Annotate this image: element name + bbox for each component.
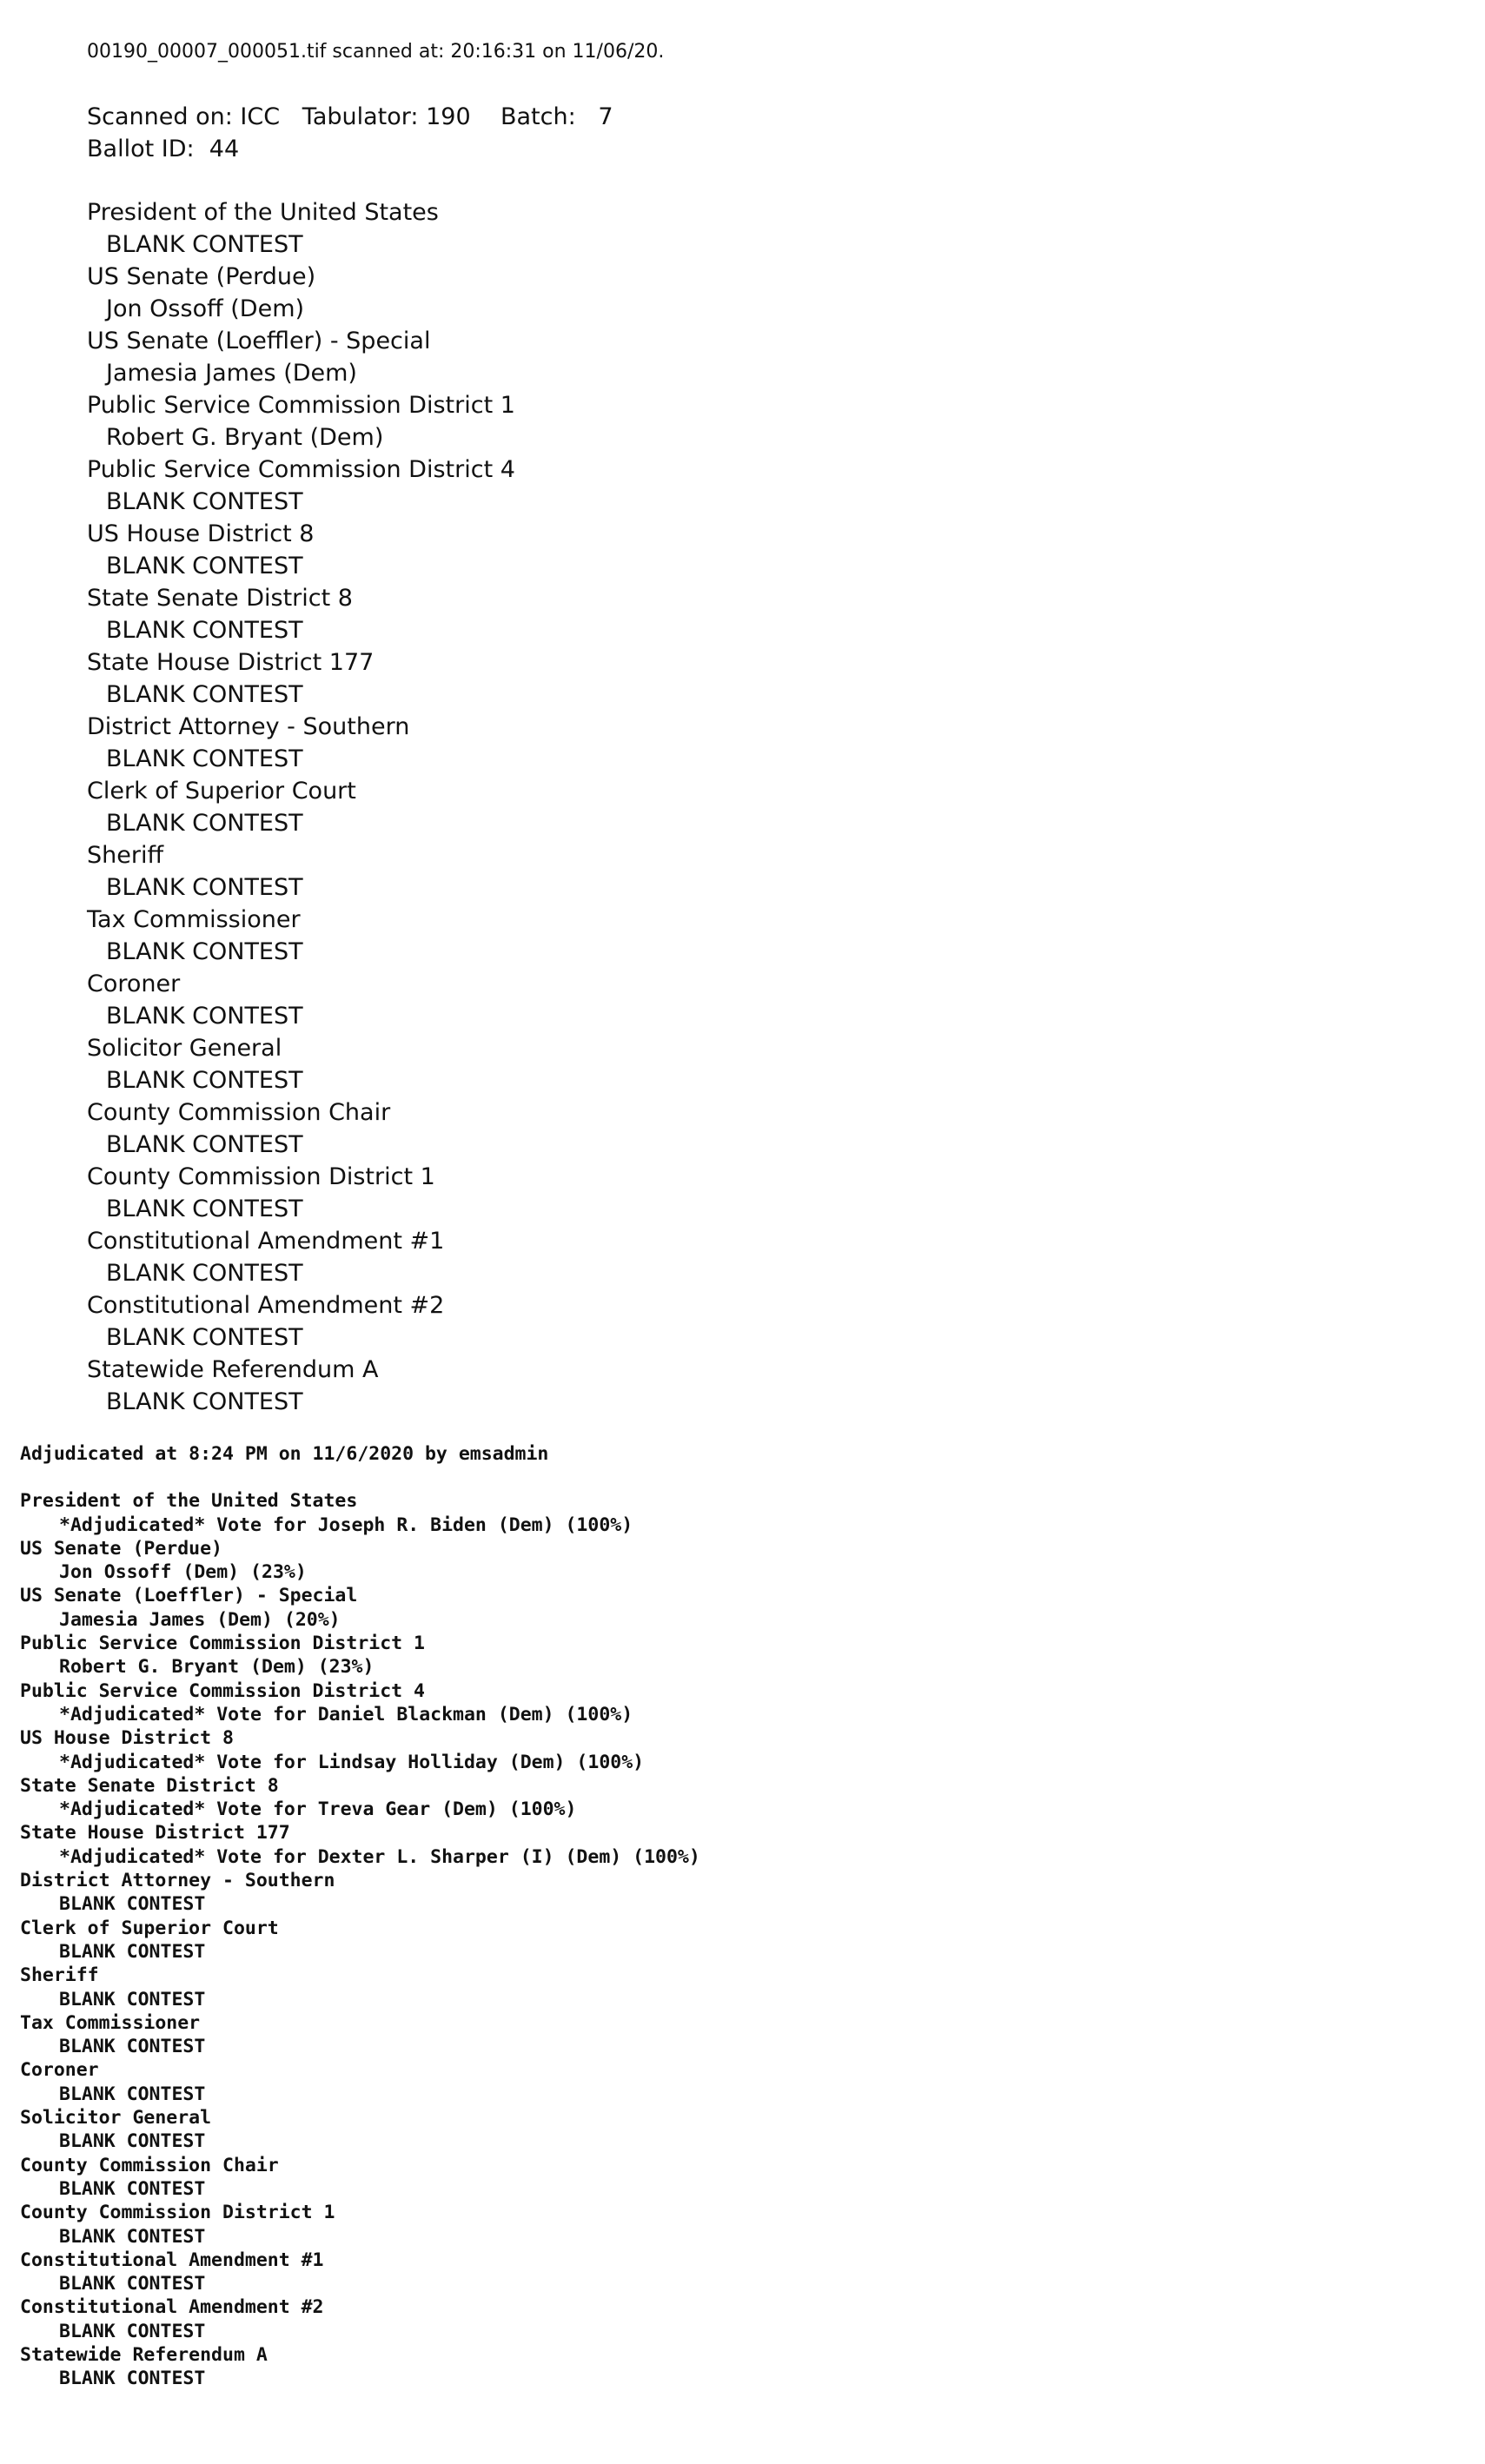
contest-title: Tax Commissioner <box>87 906 301 933</box>
contest-title: President of the United States <box>20 1490 358 1513</box>
contest-title: US Senate (Perdue) <box>20 1537 222 1560</box>
contest-title: US House District 8 <box>20 1727 234 1750</box>
contest-choice: BLANK CONTEST <box>106 1388 303 1415</box>
contest-title: US Senate (Loeffler) - Special <box>20 1585 358 1607</box>
contest-choice: BLANK CONTEST <box>59 2368 206 2390</box>
contest-title: Constitutional Amendment #2 <box>87 1292 445 1319</box>
contest-choice: BLANK CONTEST <box>106 488 303 515</box>
contest-choice: BLANK CONTEST <box>59 2320 206 2342</box>
contest-title: District Attorney - Southern <box>87 713 410 740</box>
adjudication-report <box>20 1442 1410 2391</box>
contest-choice: Jamesia James (Dem) <box>106 360 357 387</box>
contest-title: Public Service Commission District 4 <box>20 1679 425 1702</box>
contest-choice: BLANK CONTEST <box>106 1131 303 1158</box>
contest-choice: BLANK CONTEST <box>59 1893 206 1916</box>
contest-choice: BLANK CONTEST <box>106 553 303 580</box>
contest-title: State House District 177 <box>20 1822 290 1845</box>
contest-title: Statewide Referendum A <box>20 2343 268 2366</box>
contest-title: US Senate (Loeffler) - Special <box>87 328 431 354</box>
contest-choice: BLANK CONTEST <box>106 1324 303 1351</box>
contest-choice: BLANK CONTEST <box>106 1067 303 1094</box>
contest-title: US House District 8 <box>87 520 315 547</box>
contest-title: County Commission District 1 <box>87 1163 435 1190</box>
contest-choice: BLANK CONTEST <box>59 2177 206 2200</box>
contest-title: County Commission District 1 <box>20 2202 335 2224</box>
contest-title: State Senate District 8 <box>87 585 353 612</box>
contest-choice: Jon Ossoff (Dem) (23%) <box>59 1561 307 1584</box>
contest-title: Coroner <box>20 2059 99 2082</box>
ballot-meta <box>87 101 1217 165</box>
contest-title: Clerk of Superior Court <box>87 778 356 805</box>
contest-choice: Jon Ossoff (Dem) <box>106 295 305 322</box>
contest-title: State Senate District 8 <box>20 1774 279 1797</box>
contest-title: County Commission Chair <box>20 2154 279 2176</box>
contest-title: Sheriff <box>20 1964 99 1987</box>
contest-choice: BLANK CONTEST <box>106 745 303 772</box>
contest-title: Solicitor General <box>87 1035 282 1062</box>
contest-choice: BLANK CONTEST <box>106 1003 303 1030</box>
contest-title: State House District 177 <box>87 649 375 676</box>
contest-choice: BLANK CONTEST <box>59 2083 206 2105</box>
contest-title: Coroner <box>87 970 181 997</box>
contest-title: Clerk of Superior Court <box>20 1917 279 1939</box>
contest-choice: BLANK CONTEST <box>59 2225 206 2248</box>
contest-title: US Senate (Perdue) <box>87 263 316 290</box>
contest-choice: BLANK CONTEST <box>59 2036 206 2058</box>
contest-title: Public Service Commission District 1 <box>20 1633 425 1655</box>
contest-choice: *Adjudicated* Vote for Joseph R. Biden (Dem) (100%) <box>59 1514 633 1536</box>
contest-title: Constitutional Amendment #2 <box>20 2296 324 2319</box>
contest-choice: *Adjudicated* Vote for Lindsay Holliday (Dem) (100%) <box>59 1751 645 1773</box>
contest-choice: BLANK CONTEST <box>59 1988 206 2010</box>
contest-choice: BLANK CONTEST <box>106 874 303 901</box>
contest-choice: Robert G. Bryant (Dem) (23%) <box>59 1656 375 1679</box>
contest-title: Statewide Referendum A <box>87 1356 379 1383</box>
contest-choice: *Adjudicated* Vote for Daniel Blackman (Dem) (100%) <box>59 1703 633 1725</box>
contest-choice: BLANK CONTEST <box>106 231 303 258</box>
contest-title: Public Service Commission District 4 <box>87 456 515 483</box>
contest-choice: BLANK CONTEST <box>106 938 303 965</box>
contest-choice: Jamesia James (Dem) (20%) <box>59 1608 341 1631</box>
contest-choice: *Adjudicated* Vote for Dexter L. Sharper (I) (Dem) (100%) <box>59 1845 700 1868</box>
ballot-id-line: Ballot ID: 44 <box>87 136 240 162</box>
contest-choice: BLANK CONTEST <box>106 1196 303 1222</box>
contest-choice: Robert G. Bryant (Dem) <box>106 424 384 451</box>
contest-title: Public Service Commission District 1 <box>87 392 515 419</box>
contest-choice: *Adjudicated* Vote for Treva Gear (Dem) (100%) <box>59 1798 577 1821</box>
contest-choice: BLANK CONTEST <box>106 681 303 708</box>
scan-report <box>87 38 1217 1418</box>
contest-choice: BLANK CONTEST <box>106 810 303 837</box>
contest-title: Solicitor General <box>20 2107 212 2130</box>
contest-choice: BLANK CONTEST <box>59 2130 206 2153</box>
contest-title: President of the United States <box>87 199 439 226</box>
contest-choice: BLANK CONTEST <box>106 1260 303 1287</box>
contest-title: County Commission Chair <box>87 1099 391 1126</box>
adjudication-header: Adjudicated at 8:24 PM on 11/6/2020 by emsadmin <box>20 1443 549 1465</box>
contest-title: Constitutional Amendment #1 <box>87 1228 445 1255</box>
contest-title: Tax Commissioner <box>20 2011 201 2034</box>
adjudicated-contest-list <box>20 1489 1410 2390</box>
contest-list <box>87 196 1217 1418</box>
contest-choice: BLANK CONTEST <box>59 2273 206 2295</box>
contest-title: Constitutional Amendment #1 <box>20 2249 324 2271</box>
contest-choice: BLANK CONTEST <box>59 1940 206 1963</box>
contest-choice: BLANK CONTEST <box>106 617 303 644</box>
tabulator-batch-line: Scanned on: ICC Tabulator: 190 Batch: 7 <box>87 103 613 130</box>
scan-info-line: 00190_00007_000051.tif scanned at: 20:16:31 on 11/06/20. <box>87 41 665 63</box>
contest-title: Sheriff <box>87 842 164 869</box>
contest-title: District Attorney - Southern <box>20 1870 335 1892</box>
